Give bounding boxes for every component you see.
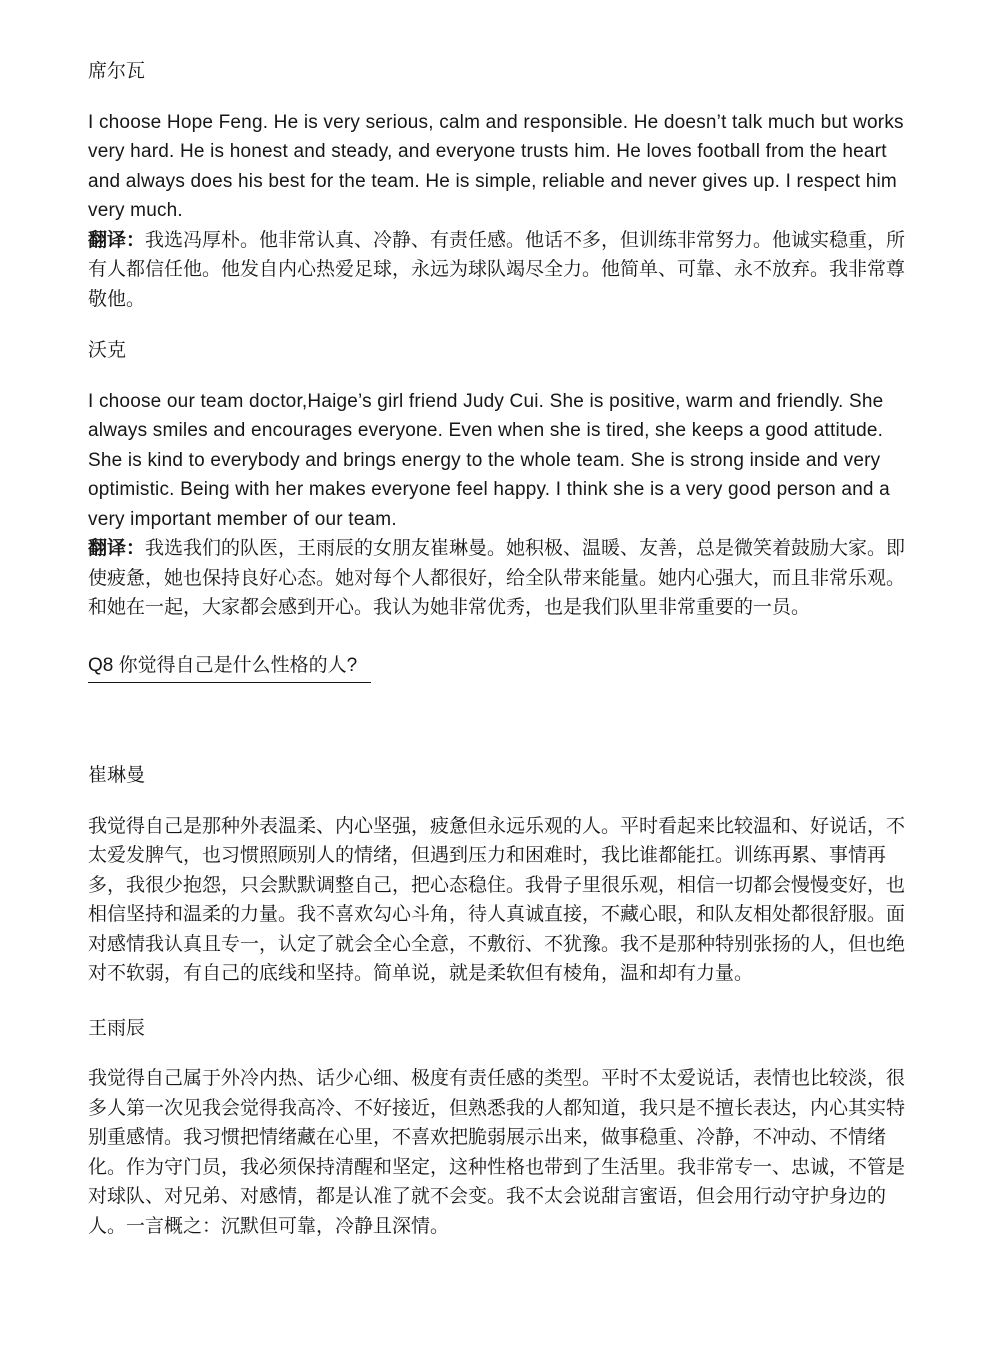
question-8-row [88,651,914,684]
cui-answer: 我觉得自己是那种外表温柔、内心坚强，疲惫但永远乐观的人。平时看起来比较温和、好说话，不太爱发脾气，也习惯照顾别人的情绪，但遇到压力和困难时，我比谁都能扛。训练再累、事情再多，我很少抱怨，只会默默调整自己，把心态稳住。我骨子里很乐观，相信一切都会慢慢变好，也相信坚持和温柔的力量。我不喜欢勾心斗角，待人真诚直接，不藏心眼，和队友相处都很舒服。面对感情我认真且专一，认定了就会全心全意，不敷衍、不犹豫。我不是那种特别张扬的人，但也绝对不软弱，有自己的底线和坚持。简单说，就是柔软但有棱角，温和却有力量。 [88,815,906,984]
question-8-heading: Q8 你觉得自己是什么性格的人? [88,651,371,684]
speaker-name-wang: 王雨辰 [88,1017,146,1039]
translation-text: 我选冯厚朴。他非常认真、冷静、有责任感。他话不多，但训练非常努力。他诚实稳重，所有人都信任他。他发自内心热爱足球，永远为球队竭尽全力。他简单、可靠、永不放弃。我非常尊敬他。 [88,229,906,310]
speaker-name-cui: 崔琳曼 [88,765,146,786]
silva-answer-translation [88,226,914,315]
walker-answer-english: I choose our team doctor,Haige’s girl friend Judy Cui. She is positive, warm and friendly. She always smiles and encourages everyone. Even when she is tired, she keeps a good attitude. She is kind to everybody and brings energy to the whole team. She is strong inside and very optimistic. Being with her makes everyone feel happy. I think she is a very good person and a very important member of our team. [88,390,890,530]
speaker-name-silva: 席尔瓦 [88,61,146,82]
translation-label: 翻译： [88,229,146,251]
walker-answer-translation [88,534,914,623]
speaker-name-walker: 沃克 [88,340,127,361]
translation-label: 翻译： [88,538,146,559]
translation-text: 我选我们的队医，王雨辰的女朋友崔琳曼。她积极、温暖、友善，总是微笑着鼓励大家。即使疲惫，她也保持良好心态。她对每个人都很好，给全队带来能量。她内心强大，而且非常乐观。和她在一起，大家都会感到开心。我认为她非常优秀，也是我们队里非常重要的一员。 [88,538,906,618]
document-content [88,57,914,1241]
wang-answer: 我觉得自己属于外冷内热、话少心细、极度有责任感的类型。平时不太爱说话，表情也比较淡，很多人第一次见我会觉得我高冷、不好接近，但熟悉我的人都知道，我只是不擅长表达，内心其实特别重感情。我习惯把情绪藏在心里，不喜欢把脆弱展示出来，做事稳重、冷静，不冲动、不情绪化。作为守门员，我必须保持清醒和坚定，这种性格也带到了生活里。我非常专一、忠诚，不管是对球队、对兄弟、对感情，都是认准了就不会变。我不太会说甜言蜜语，但会用行动守护身边的人。一言概之：沉默但可靠，冷静且深情。 [88,1068,906,1237]
silva-answer-english: I choose Hope Feng. He is very serious, calm and responsible. He doesn’t talk much but works very hard. He is honest and steady, and everyone trusts him. He loves football from the heart and always does his best for the team. He is simple, reliable and never gives up. I respect him very much. [88,111,904,221]
